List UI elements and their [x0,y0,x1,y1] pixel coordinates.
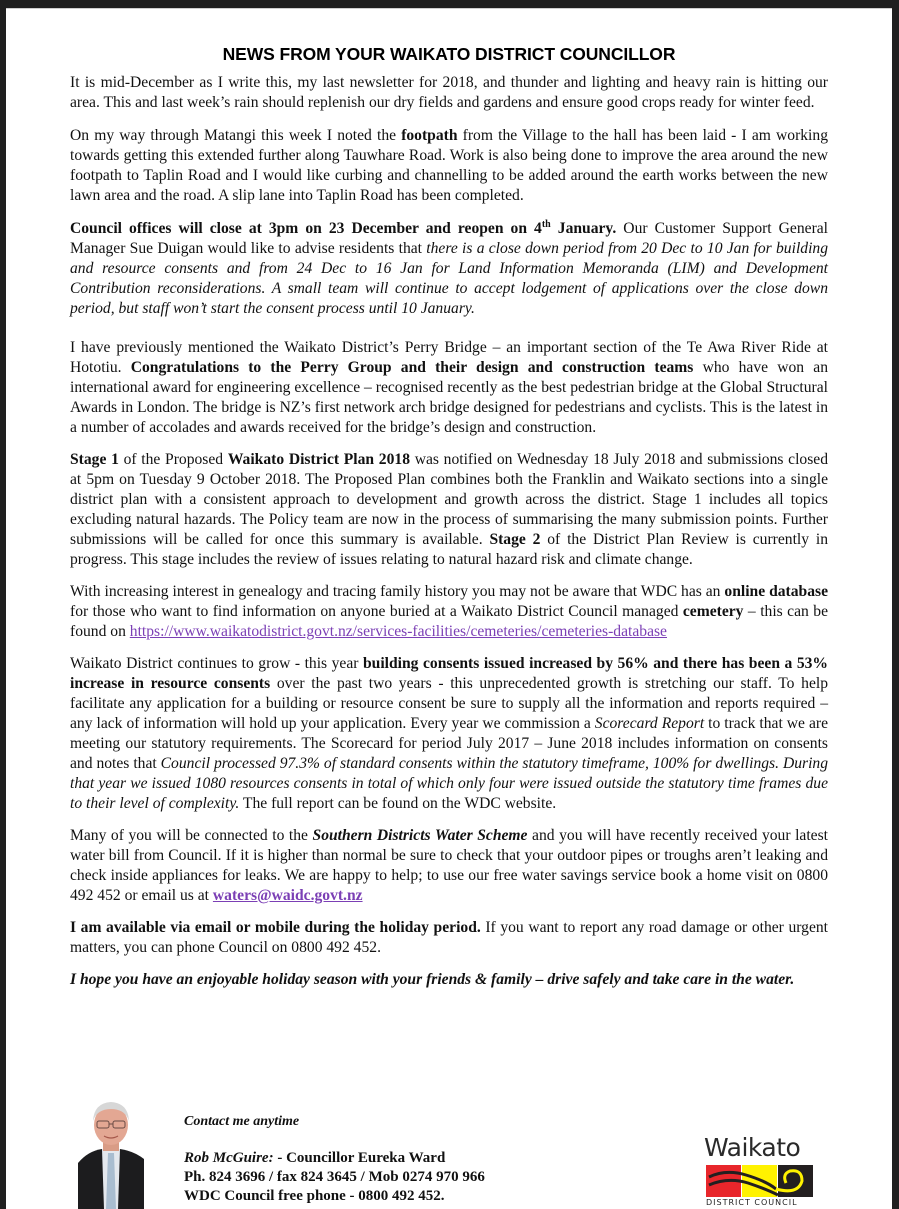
water-scheme-name: Southern Districts Water Scheme [312,827,528,844]
council-freephone: WDC Council free phone - 0800 492 452. [184,1188,445,1204]
newsletter-content [70,9,828,990]
councillor-name: Rob McGuire: [184,1150,274,1166]
italic-closedown-period: there is a close down period from 20 Dec to 10 Jan for building and resource consents and from 24 Dec to 16 Jan for Land Information Memoranda (LIM) and Development Contribution reconsiderations. A small team will continue to accept lodgement of applications over the close down period, but staff won’t start the consent process until 10 January. [70,240,828,317]
text: If you want to report any road damage or other urgent matters, you can phone Council on 0800 492 452. [70,919,828,956]
contact-details [184,1112,485,1206]
bold-availability: I am available via email or mobile during the holiday period. [70,919,481,936]
closure-text: January. [550,220,617,237]
italic-consent-stats: Council processed 97.3% of standard consents within the statutory timeframe, 100% for dwellings. During that year we issued 1080 resources consents in total of which only four were issued outside the statutory time frames due to their level of complexity. [70,755,828,812]
newsletter-title: NEWS FROM YOUR WAIKATO DISTRICT COUNCILLOR [222,44,676,64]
ordinal-suffix: th [541,218,551,230]
paragraph-text: It is mid-December as I write this, my last newsletter for 2018, and thunder and lighting and heavy rain is hitting our area. This and last week’s rain should replenish our dry fields and gardens and ensure good crops ready for winter feed. [70,74,828,111]
bold-online-database: online database [724,583,828,600]
cemetery-database-link[interactable]: https://www.waikatodistrict.govt.nz/services-facilities/cemeteries/cemeteries-database [129,623,667,640]
contact-heading: Contact me anytime [184,1114,300,1129]
portrait-icon [78,1093,144,1209]
text: of the Proposed [118,451,228,468]
bold-congratulations: Congratulations to the Perry Group and their design and construction teams [130,359,694,376]
text: Our Customer Support General Manager Sue Duigan would like to advise residents that [70,220,829,257]
bold-closure-notice [70,220,616,237]
text: was notified on Wednesday 18 July 2018 and submissions closed at 5pm on Tuesday 9 October 2018. The Proposed Plan combines both the Franklin and Waikato sections into a single district plan with a consistent approach to development and growth across the district. Stage 1 includes all topics excluding natural hazards. The Policy team are now in the process of summarising the many submission points. Further submissions will be called for once this summary is available. [70,451,829,548]
water-email-link[interactable] [213,887,363,904]
text: The full report can be found on the WDC website. [239,795,557,812]
paragraph-weather [70,73,828,113]
closure-text: Council offices will close at 3pm on 23 December and reopen on 4 [70,220,542,237]
bold-district-plan: Waikato District Plan 2018 [227,451,410,468]
logo-subtitle: DISTRICT COUNCIL [706,1198,798,1207]
councillor-photo [78,1093,144,1209]
logo-emblem-icon [706,1165,813,1197]
waikato-district-council-logo [698,1135,818,1209]
text: I have previously mentioned the Waikato District’s Perry Bridge – an important section of the Te Awa River Ride at Hototiu. [70,339,828,376]
email-text: waters@waidc.govt.nz [212,887,363,904]
paragraph-water-scheme [70,826,828,906]
councillor-role: - Councillor Eureka Ward [273,1150,446,1166]
italic-scorecard-report: Scorecard Report [594,715,705,732]
text: Waikato District continues to grow - this year [70,655,363,672]
contact-footer [6,1087,892,1209]
bold-consent-growth: building consents issued increased by 56% and there has been a 53% increase in resource consents [70,655,829,692]
paragraph-holiday-availability [70,918,828,958]
text: of the District Plan Review is currently in progress. This stage includes the review of issues relating to natural hazard risk and climate change. [70,531,828,568]
text: Many of you will be connected to the [70,827,313,844]
closing-message: I hope you have an enjoyable holiday season with your friends & family – drive safely and take care in the water. [70,971,795,988]
bold-footpath: footpath [401,127,458,144]
text: who have won an international award for engineering excellence – recognised recently as the best pedestrian bridge at the Global Structural Awards in London. The bridge is NZ’s first network arch bridge designed for pedestrians and cyclists. This is the latest in a number of accolades and awards received for the bridge’s design and construction. [70,359,829,436]
paragraph-consents-growth [70,654,828,814]
text: for those who want to find information on anyone buried at a Waikato District Council managed [70,603,683,620]
document-page [6,8,892,1209]
paragraph-footpath [70,126,828,206]
paragraph-office-closure [70,219,828,319]
logo-wordmark: Waikato [704,1133,801,1162]
text: With increasing interest in genealogy and tracing family history you may not be aware that WDC has an [70,583,725,600]
paragraph-district-plan [70,450,828,570]
text: over the past two years - this unprecedented growth is stretching our staff. To help facilitate any application for a building or resource consent be sure to supply all the information and reports required – any lack of information will hold up your application. Every year we commission a [70,675,828,732]
paragraph-cemetery-database [70,582,828,642]
bold-stage-2: Stage 2 [489,531,541,548]
bold-stage-1: Stage 1 [70,451,119,468]
text: On my way through Matangi this week I noted the [70,127,402,144]
paragraph-perry-bridge [70,338,828,438]
bold-cemetery: cemetery [682,603,744,620]
phone-numbers: Ph. 824 3696 / fax 824 3645 / Mob 0274 970 966 [184,1169,485,1185]
text: to track that we are meeting our statutory requirements. The Scorecard for period July 2017 – June 2018 includes information on consents and notes that [70,715,828,772]
text: from the Village to the hall has been laid - I am working towards getting this extended further along Tauwhare Road. Work is also being done to improve the area around the new footpath to Taplin Road and I would like curbing and channelling to be added around the earth works between the new lawn area and the road. A slip lane into Taplin Road has been completed. [70,127,828,204]
text: and you will have recently received your latest water bill from Council. If it is higher than normal be sure to check that your outdoor pipes or troughs aren’t leaking and check inside appliances for leaks. We are happy to help; to use our free water savings service book a home visit on 0800 492 452 or email us at [70,827,828,904]
councillor-name-line [184,1149,485,1168]
bold-italic-water-scheme [313,827,528,844]
text: – this can be found on [70,603,828,640]
